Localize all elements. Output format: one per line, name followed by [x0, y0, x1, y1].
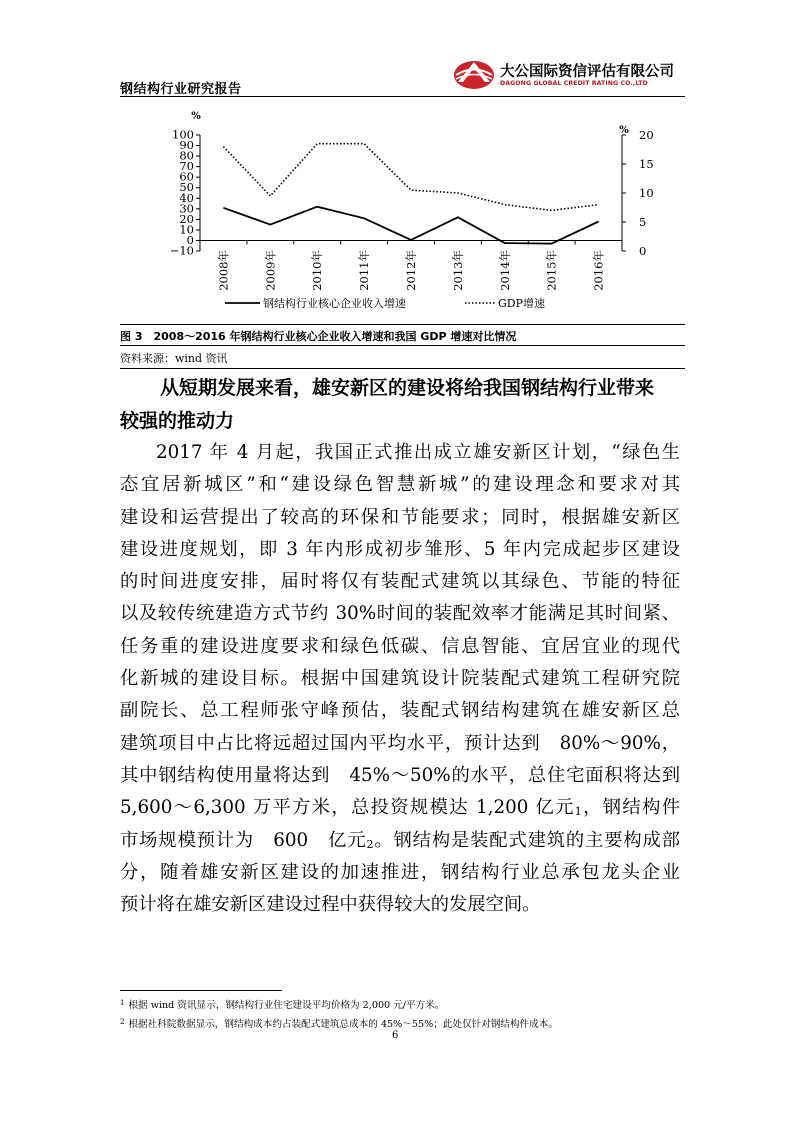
- dagong-logo-icon: [452, 58, 496, 92]
- x-tick-label: 2016年: [591, 250, 606, 291]
- growth-comparison-chart: [150, 108, 654, 320]
- source-divider: [120, 368, 685, 369]
- right-axis-tick-label: 5: [639, 215, 647, 229]
- footnote-text: 根据 wind 资讯显示，钢结构行业住宅建设平均价格为 2,000 元/平方米。: [128, 1000, 445, 1011]
- x-tick-label: 2010年: [310, 250, 325, 291]
- footnote-1: [120, 995, 558, 1014]
- footnote-mark: 1: [120, 999, 125, 1007]
- left-axis-unit: %: [191, 111, 201, 122]
- revenue-growth-line: [223, 207, 598, 244]
- footnote-divider: [120, 990, 282, 991]
- x-tick-label: 2015年: [544, 250, 559, 291]
- line-text: 市场规模预计为 600 亿元: [120, 829, 367, 851]
- paragraph-line: [120, 792, 680, 824]
- page-number: 6: [392, 1030, 399, 1041]
- paragraph-line: 建筑项目中占比将远超过国内平均水平，预计达到 80%～90%，: [120, 732, 680, 754]
- paragraph-line: 2017 年 4 月起，我国正式推出成立雄安新区计划，“绿色生: [156, 442, 680, 463]
- paragraph-line: 分，随着雄安新区建设的加速推进，钢结构行业总承包龙头企业: [120, 861, 680, 883]
- header-divider: [120, 96, 685, 97]
- right-axis-tick-label: 15: [639, 157, 654, 171]
- left-axis-tick-label: 30: [179, 201, 194, 216]
- footnote-mark: 2: [120, 1018, 125, 1026]
- left-axis-tick-label: 90: [179, 138, 194, 153]
- left-axis-tick-label: 60: [179, 169, 194, 184]
- paragraph-line: 副院长、总工程师张守峰预估，装配式钢结构建筑在雄安新区总: [120, 700, 680, 722]
- body-paragraph: [120, 437, 680, 921]
- left-axis-tick-label: 20: [179, 211, 194, 226]
- legend-gdp-label: GDP增速: [498, 297, 546, 310]
- figure-caption-bar: [120, 324, 685, 346]
- paragraph-line: 任务重的建设进度要求和绿色低碳、信息智能、宜居宜业的现代: [120, 635, 680, 657]
- left-axis-tick-label: 70: [179, 159, 194, 174]
- left-axis-tick-label: 80: [179, 148, 194, 163]
- paragraph-line: 的时间进度安排，届时将仅有装配式建筑以其绿色、节能的特征: [120, 571, 680, 593]
- left-axis-tick-label: 50: [179, 180, 194, 195]
- x-tick-label: 2013年: [450, 250, 465, 291]
- line-text: 。钢结构是装配式建筑的主要构成部: [373, 829, 680, 851]
- line-text: ，钢结构件: [581, 797, 680, 819]
- section-heading-line-2: 较强的推动力: [120, 410, 235, 432]
- paragraph-line: 建设进度规划，即 3 年内形成初步雏形、5 年内完成起步区建设: [120, 538, 680, 560]
- footnote-text: 根据社科院数据显示，钢结构成本约占装配式建筑总成本的 45%～55%；此处仅针对钢结构件成本。: [128, 1019, 558, 1030]
- gdp-growth-line: [223, 144, 598, 211]
- footnote-2: [120, 1014, 558, 1033]
- right-axis-unit: %: [619, 125, 629, 136]
- line-text: 5,600～6,300 万平方米，总投资规模达 1,200 亿元: [120, 797, 575, 819]
- paragraph-line: 预计将在雄安新区建设过程中获得较大的发展空间。: [120, 894, 541, 916]
- left-axis-tick-label: 0: [186, 232, 194, 247]
- company-name-cn: 大公国际资信评估有限公司: [500, 64, 674, 80]
- right-axis-tick-label: 10: [639, 186, 654, 200]
- footnotes: [120, 995, 558, 1033]
- paragraph-line: [120, 825, 680, 857]
- company-logo: [452, 58, 692, 94]
- x-tick-label: 2008年: [216, 250, 231, 291]
- report-title: 钢结构行业研究报告: [120, 82, 242, 97]
- paragraph-line: 其中钢结构使用量将达到 45%～50%的水平，总住宅面积将达到: [120, 764, 680, 786]
- section-heading: [120, 372, 680, 438]
- data-source: 资料来源：wind 资讯: [120, 352, 228, 365]
- footnote-ref-1[interactable]: 1: [574, 805, 582, 819]
- left-axis-tick-label: 100: [172, 127, 194, 142]
- right-axis-tick-label: 20: [639, 128, 654, 142]
- x-tick-label: 2012年: [404, 250, 418, 291]
- paragraph-line: 化新城的建设目标。根据中国建筑设计院装配式建筑工程研究院: [120, 668, 680, 690]
- figure-caption: 图 3 2008～2016 年钢结构行业核心企业收入增速和我国 GDP 增速对比情况: [120, 330, 517, 343]
- footnote-ref-2[interactable]: 2: [366, 837, 374, 851]
- paragraph-line: 以及较传统建造方式节约 30%时间的装配效率才能满足其时间紧、: [120, 603, 680, 625]
- section-heading-line-1: 从短期发展来看，雄安新区的建设将给我国钢结构行业带来: [160, 377, 655, 399]
- right-axis-tick-label: 0: [639, 244, 647, 258]
- x-tick-label: 2014年: [497, 250, 512, 291]
- company-name-en: DAGONG GLOBAL CREDIT RATING CO.,LTD: [500, 80, 648, 87]
- left-axis-tick-label: 10: [179, 222, 194, 237]
- paragraph-line: 建设和运营提出了较高的环保和节能要求；同时，根据雄安新区: [120, 506, 680, 528]
- left-axis-tick-label: −10: [169, 243, 194, 258]
- paragraph-line: 态宜居新城区”和“建设绿色智慧新城”的建设理念和要求对其: [120, 474, 680, 496]
- x-tick-label: 2009年: [263, 250, 278, 291]
- x-tick-label: 2011年: [357, 250, 372, 291]
- legend-revenue-label: 钢结构行业核心企业收入增速: [263, 297, 406, 310]
- left-axis-tick-label: 40: [179, 190, 194, 205]
